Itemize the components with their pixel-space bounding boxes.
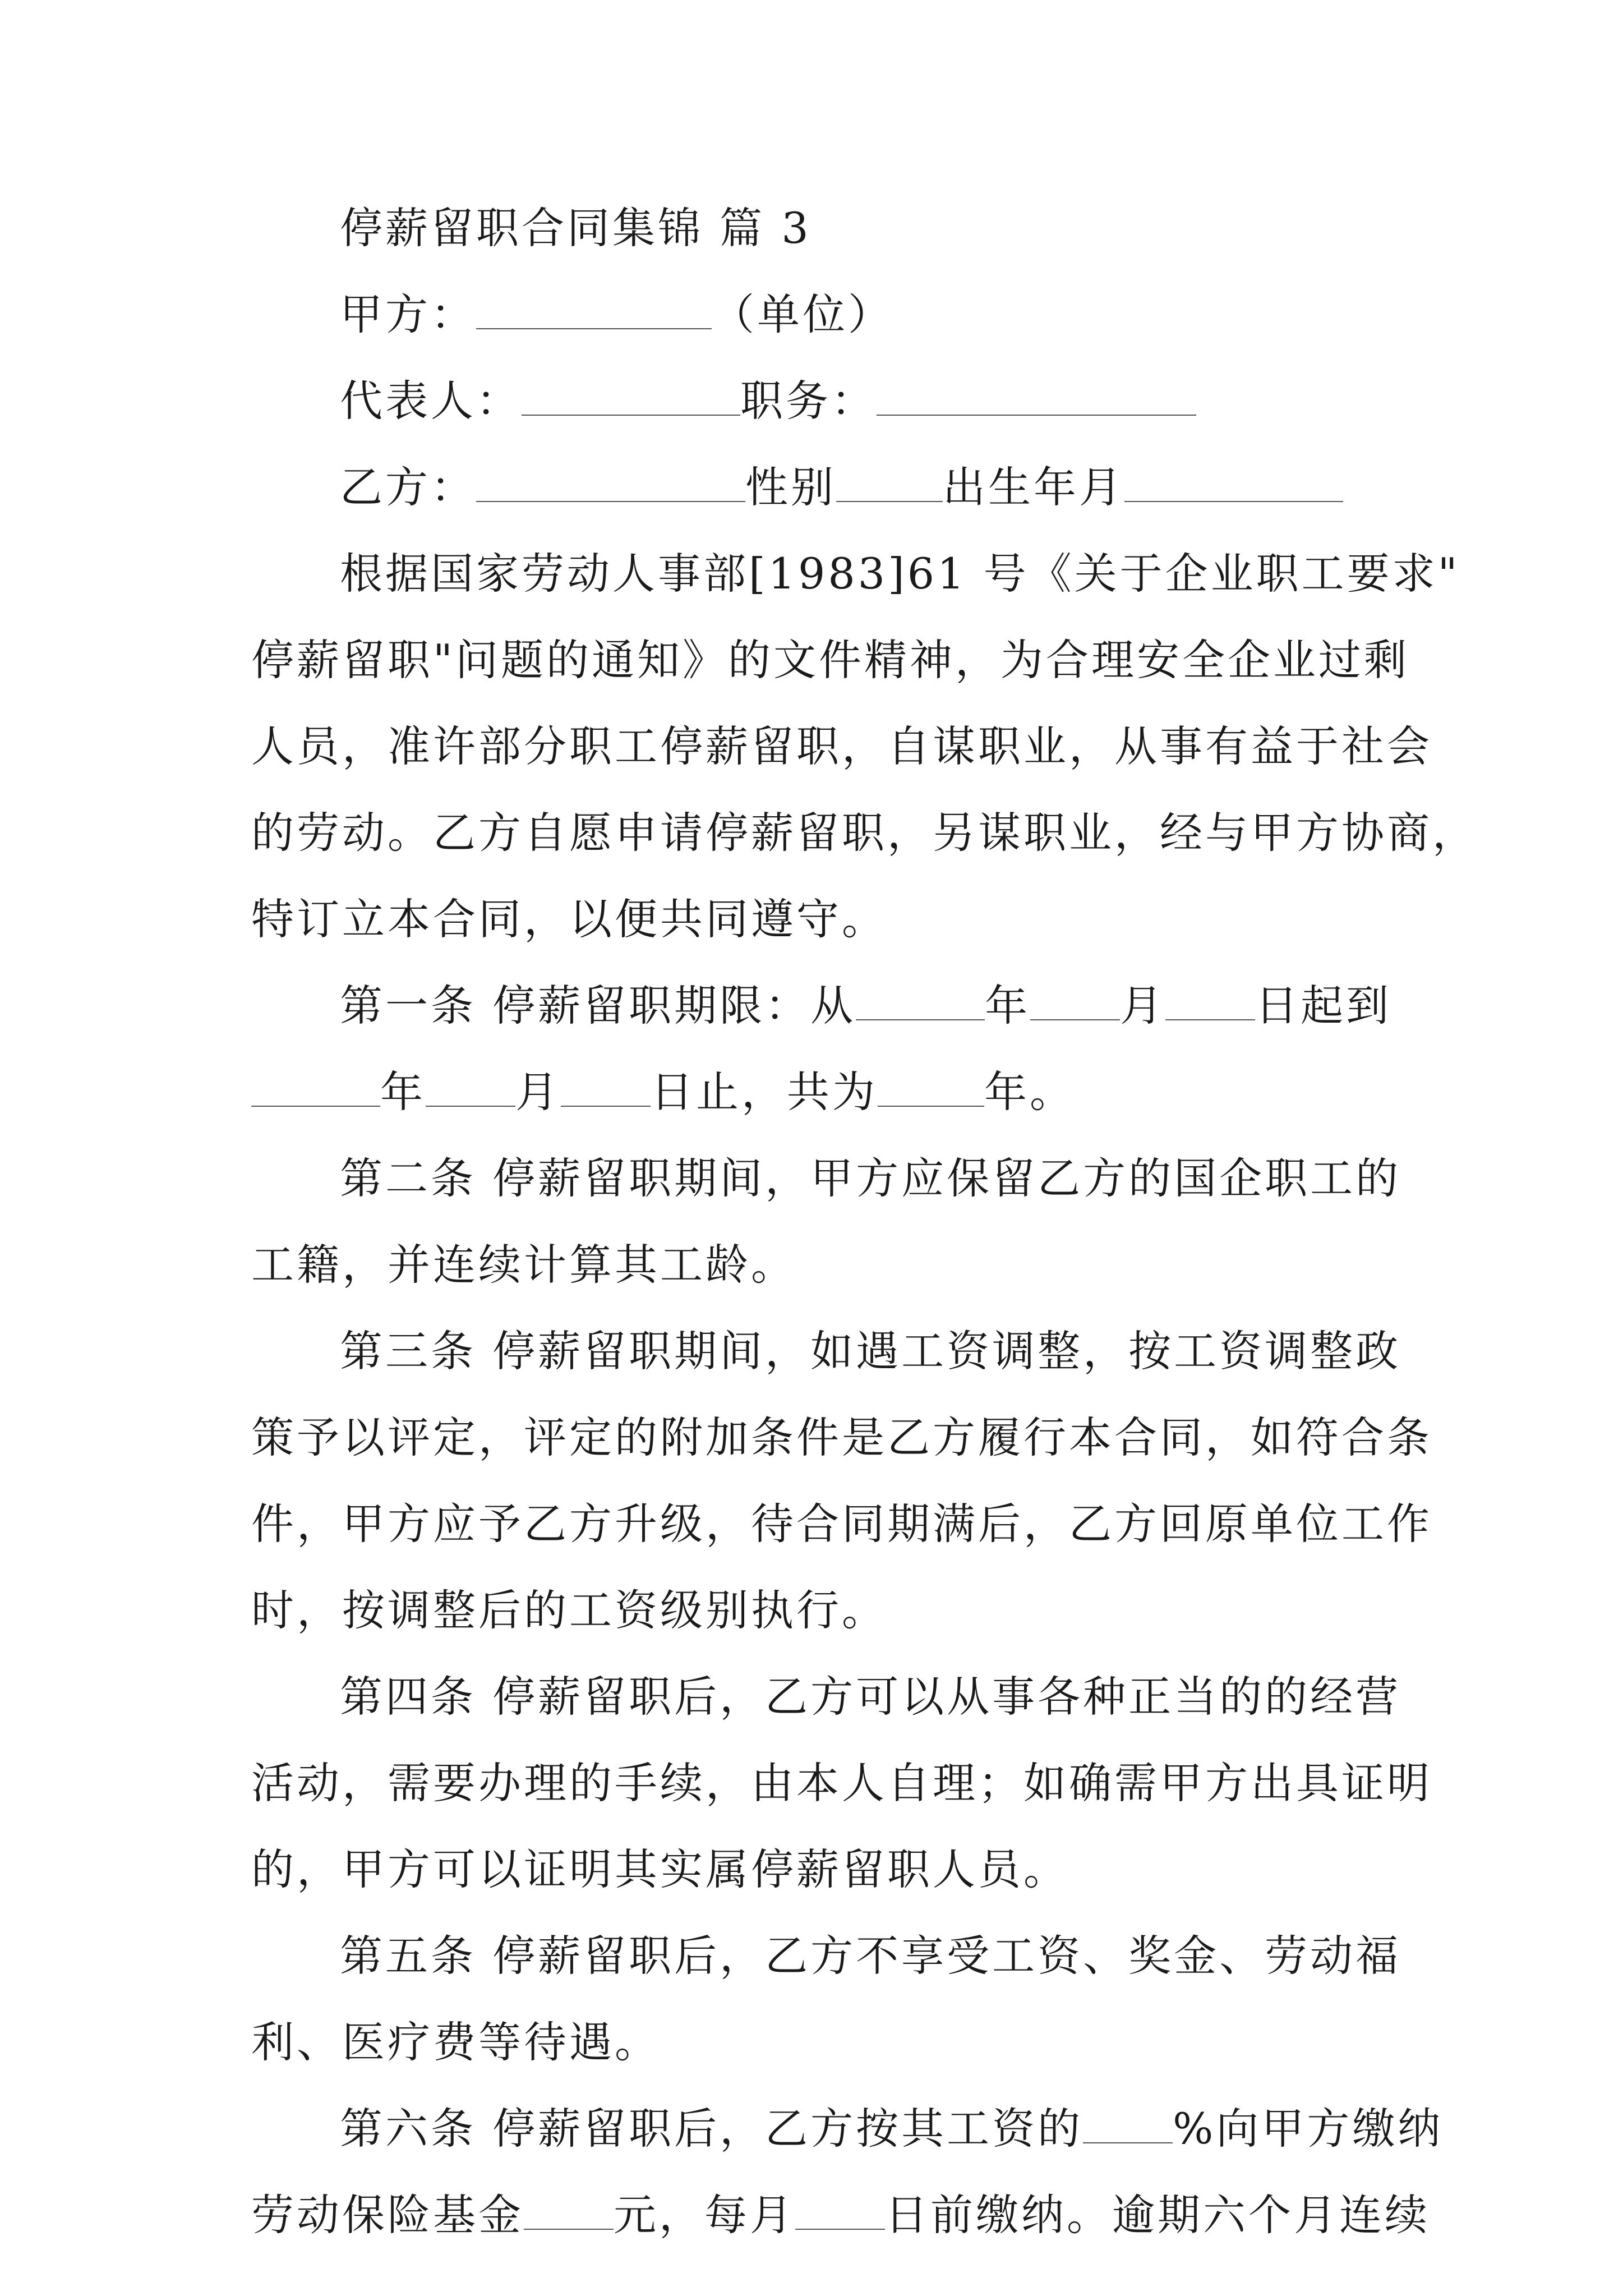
birth-label: 出生年月 [943, 462, 1124, 512]
article1-year-to-blank [251, 1066, 380, 1107]
article1-line-2 [251, 1049, 1389, 1135]
article1-year-from-blank [856, 980, 985, 1020]
article1-day-to-blank [561, 1066, 651, 1107]
article1-month-label: 月 [1120, 981, 1166, 1030]
gender-blank [836, 462, 943, 502]
party-a-line [251, 272, 1389, 358]
document-title: 停薪留职合同集锦 篇 3 [340, 203, 811, 253]
article6-percent-blank [1083, 2103, 1173, 2143]
article6-percent: %向甲方缴纳 [1173, 2104, 1444, 2154]
article1-year-to-label: 年 [380, 1067, 426, 1117]
party-a-suffix: （单位） [712, 289, 893, 339]
representative-blank [522, 375, 740, 416]
article2-line-2: 工籍，并连续计算其工龄。 [251, 1240, 796, 1290]
article4-line-3: 的，甲方可以证明其实属停薪留职人员。 [251, 1844, 1069, 1894]
gender-label: 性别 [745, 462, 836, 512]
article2-line-1: 第二条 停薪留职期间，甲方应保留乙方的国企职工的 [340, 1153, 1401, 1203]
article1-month-to-label: 月 [515, 1067, 561, 1117]
article1-prefix: 第一条 停薪留职期限：从 [340, 981, 856, 1030]
article6-amount-blank [524, 2189, 614, 2230]
party-b-label: 乙方： [340, 462, 476, 512]
article1-end: 年。 [984, 1067, 1075, 1117]
article6-fund: 劳动保险基金 [251, 2190, 524, 2240]
article3-line-1: 第三条 停薪留职期间，如遇工资调整，按工资调整政 [340, 1326, 1401, 1376]
preamble-line-3: 人员，准许部分职工停薪留职，自谋职业，从事有益于社会 [251, 721, 1432, 771]
party-a-blank [476, 289, 712, 329]
position-label: 职务： [740, 376, 877, 426]
representative-line [251, 358, 1389, 444]
article1-day-from: 日起到 [1255, 981, 1392, 1030]
article5-line-2: 利、医疗费等待遇。 [251, 2017, 660, 2067]
article3-line-2: 策予以评定，评定的附加条件是乙方履行本合同，如符合条 [251, 1412, 1432, 1462]
article3-line-3: 件，甲方应予乙方升级，待合同期满后，乙方回原单位工作 [251, 1499, 1432, 1549]
article4-line-2: 活动，需要办理的手续，由本人自理；如确需甲方出具证明 [251, 1758, 1432, 1808]
document-body [251, 185, 1478, 2258]
representative-label: 代表人： [340, 376, 522, 426]
article6-day-blank [795, 2189, 885, 2230]
birth-blank [1124, 462, 1343, 502]
preamble-line-1: 根据国家劳动人事部[1983]61 号《关于企业职工要求" [340, 549, 1460, 599]
article1-day-from-blank [1165, 980, 1255, 1020]
article1-month-from-blank [1030, 980, 1120, 1020]
article6-line-1 [251, 2086, 1444, 2172]
party-b-blank [476, 462, 745, 502]
preamble-line-5: 特订立本合同，以便共同遵守。 [251, 894, 887, 944]
article3-line-4: 时，按调整后的工资级别执行。 [251, 1585, 887, 1635]
preamble-line-4: 的劳动。乙方自愿申请停薪留职，另谋职业，经与甲方协商， [251, 808, 1478, 858]
article6-yuan: 元，每月 [614, 2190, 795, 2240]
party-a-label: 甲方： [340, 289, 476, 339]
article6-tail: 日前缴纳。逾期六个月连续 [885, 2190, 1430, 2240]
article1-month-to-blank [426, 1066, 515, 1107]
preamble-line-2: 停薪留职"问题的通知》的文件精神，为合理安全企业过剩 [251, 635, 1409, 685]
article5-line-1: 第五条 停薪留职后，乙方不享受工资、奖金、劳动福 [340, 1931, 1401, 1981]
article6-prefix: 第六条 停薪留职后，乙方按其工资的 [340, 2104, 1083, 2154]
article1-total-blank [878, 1066, 984, 1107]
article1-year-label: 年 [985, 981, 1031, 1030]
party-b-line [251, 444, 1389, 531]
article1-line-1 [251, 963, 1392, 1049]
position-blank [877, 375, 1196, 416]
article1-day-to: 日止，共为 [651, 1067, 878, 1117]
article4-line-1: 第四条 停薪留职后，乙方可以从事各种正当的的经营 [340, 1672, 1401, 1722]
article6-line-2 [251, 2172, 1430, 2258]
